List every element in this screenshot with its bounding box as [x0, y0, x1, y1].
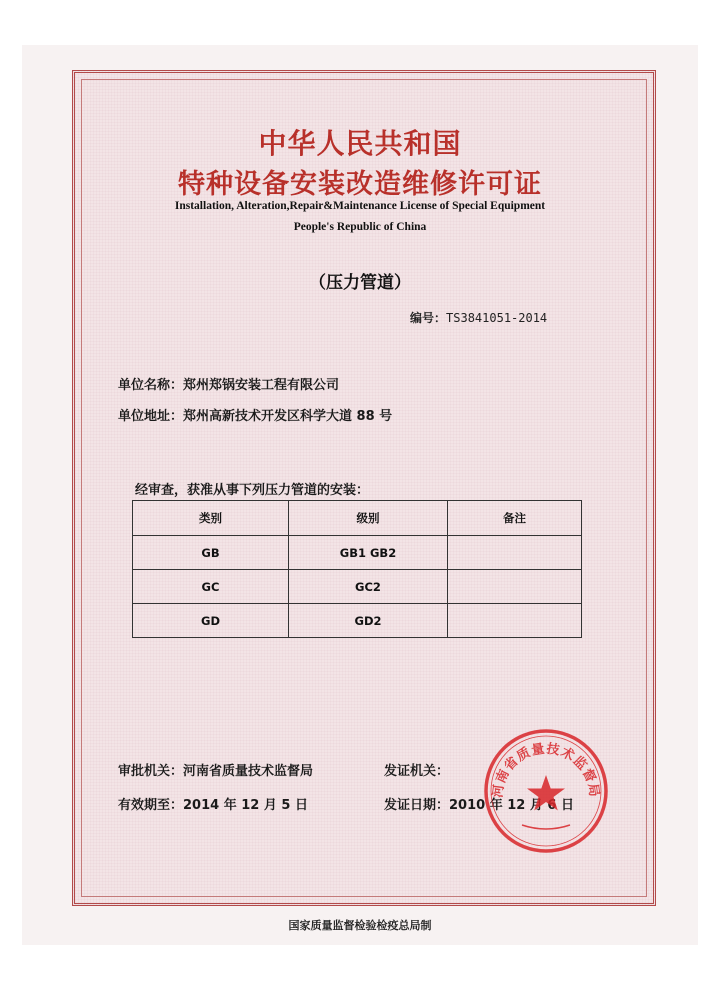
- issuer-row: [384, 760, 449, 779]
- unit-address-row: [118, 405, 392, 424]
- unit-name-value: 郑州郑锅安装工程有限公司: [183, 378, 340, 393]
- table-header-category: 类别: [133, 501, 289, 536]
- unit-address-value: 郑州高新技术开发区科学大道 88 号: [183, 409, 393, 424]
- official-seal-icon: [482, 727, 610, 855]
- unit-name-label: 单位名称：: [118, 378, 184, 393]
- title-country: 中华人民共和国: [258, 127, 462, 160]
- table-header-row: [133, 501, 582, 536]
- valid-until-row: [118, 794, 308, 813]
- license-number-label: 编号：: [410, 311, 447, 325]
- valid-until-value: 2014 年 12 月 5 日: [183, 798, 308, 813]
- approver-value: 河南省质量技术监督局: [183, 764, 314, 779]
- issuer-label: 发证机关：: [384, 764, 450, 779]
- table-cell-remarks: [448, 604, 582, 638]
- scope-table: [132, 500, 582, 638]
- table-cell-remarks: [448, 536, 582, 570]
- title-license: 特种设备安装改造维修许可证: [178, 169, 542, 200]
- svg-text:河南省质量技术监督局: 河南省质量技术监督局: [490, 741, 602, 799]
- license-number: [410, 309, 547, 326]
- table-header-remarks: 备注: [448, 501, 582, 536]
- table-cell-category: GC: [133, 570, 289, 604]
- title-english: Installation, Alteration,Repair&Maintenance License of Special Equipment: [174, 200, 546, 212]
- unit-address-label: 单位地址：: [118, 409, 184, 424]
- table-cell-level: GB1 GB2: [289, 536, 448, 570]
- approver-row: [118, 760, 313, 779]
- table-cell-category: GD: [133, 604, 289, 638]
- license-number-value: TS3841051-2014: [446, 311, 548, 325]
- valid-until-label: 有效期至：: [118, 798, 184, 813]
- table-row: [133, 604, 582, 638]
- issuing-authority-footer: 国家质量监督检验检疫总局制: [288, 919, 432, 932]
- table-cell-category: GB: [133, 536, 289, 570]
- table-cell-remarks: [448, 570, 582, 604]
- scope-intro: 经审查，获准从事下列压力管道的安装：: [135, 483, 370, 498]
- issue-date-label: 发证日期：: [384, 798, 450, 813]
- unit-name-row: [118, 374, 339, 393]
- table-row: [133, 570, 582, 604]
- approver-label: 审批机关：: [118, 764, 184, 779]
- table-cell-level: GC2: [289, 570, 448, 604]
- license-category: （压力管道）: [309, 273, 411, 293]
- table-row: [133, 536, 582, 570]
- title-english-country: People's Republic of China: [293, 221, 427, 233]
- table-cell-level: GD2: [289, 604, 448, 638]
- issue-date-value: 2010 年 12 月 6 日: [449, 798, 574, 813]
- table-header-level: 级别: [289, 501, 448, 536]
